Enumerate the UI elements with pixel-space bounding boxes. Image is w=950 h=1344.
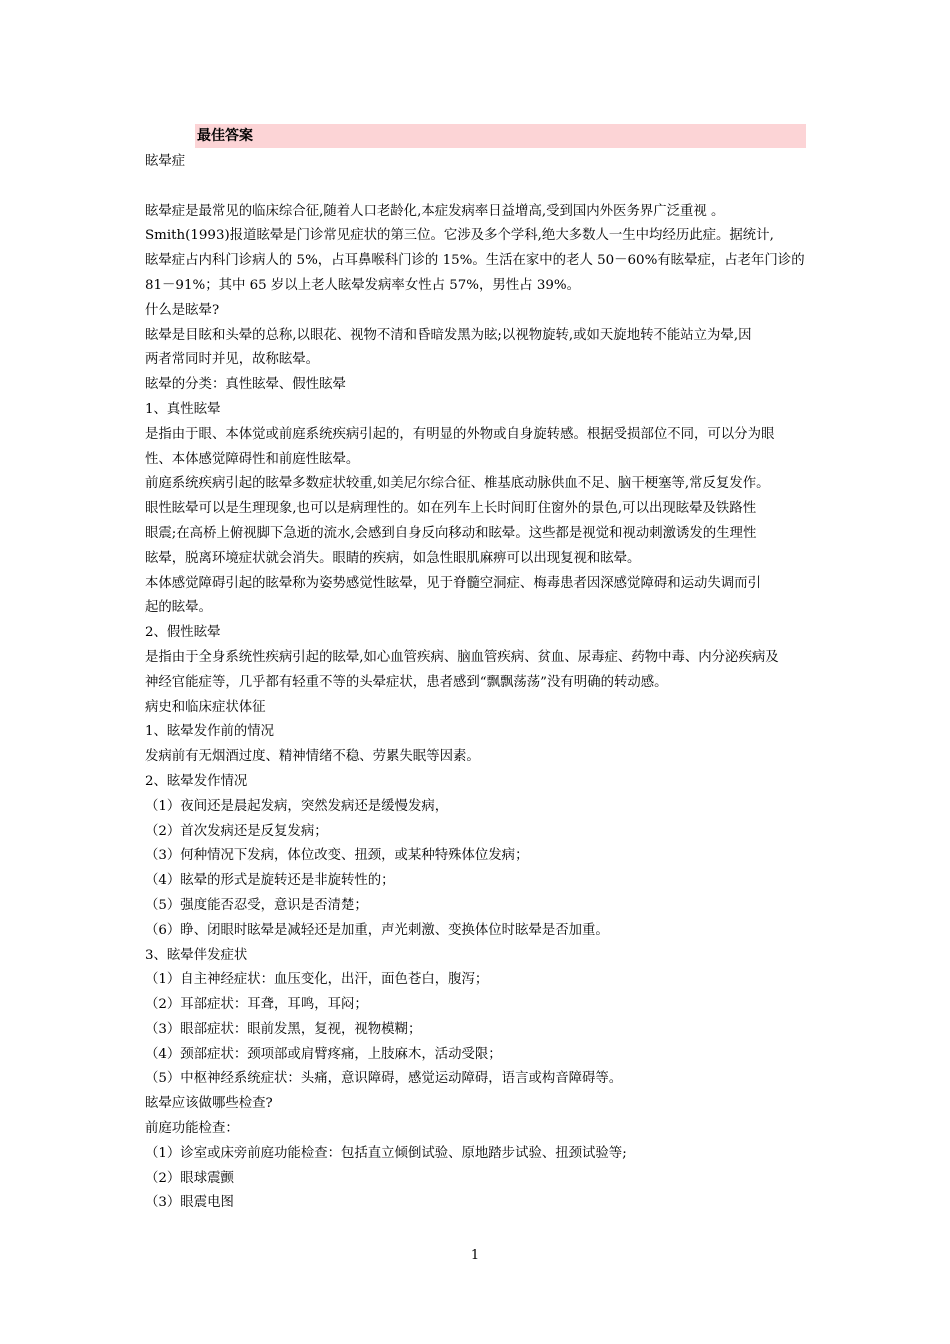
text-line: 眩晕症是最常见的临床综合征,随着人口老龄化,本症发病率日益增高,受到国内外医务界广泛重视 。 — [145, 203, 725, 219]
text-line: （6）睁、闭眼时眩晕是减轻还是加重，声光刺激、变换体位时眩晕是否加重。 — [145, 922, 609, 938]
text-line: 眩晕应该做哪些检查? — [145, 1096, 273, 1112]
text-line: （2）耳部症状：耳聋，耳鸣，耳闷； — [145, 997, 368, 1013]
text-line: 眩晕症占内科门诊病人的 5%，占耳鼻喉科门诊的 15%。生活在家中的老人 50－60%有眩晕症，占老年门诊的 — [145, 253, 805, 269]
text-line: Smith(1993)报道眩晕是门诊常见症状的第三位。它涉及多个学科,绝大多数人一生中均经历此症。据统计, — [145, 228, 774, 244]
text-line: （1）自主神经症状：血压变化，出汗，面色苍白，腹泻； — [145, 972, 489, 988]
page-number: 1 — [470, 1248, 480, 1263]
text-line: 是指由于全身系统性疾病引起的眩晕,如心血管疾病、脑血管疾病、贫血、尿毒症、药物中毒、内分泌疾病及 — [145, 649, 779, 665]
text-line: 前庭系统疾病引起的眩晕多数症状较重,如美尼尔综合征、椎基底动脉供血不足、脑干梗塞等,常反复发作。 — [145, 476, 770, 492]
text-line: 眼震;在高桥上俯视脚下急逝的流水,会感到自身反向移动和眩晕。这些都是视觉和视动刺激诱发的生理性 — [145, 525, 757, 541]
text-line: （3）眼部症状：眼前发黑，复视，视物模糊； — [145, 1021, 422, 1037]
text-line: 神经官能症等，几乎都有轻重不等的头晕症状，患者感到“飘飘荡荡”没有明确的转动感。 — [145, 674, 668, 690]
text-line: 前庭功能检查： — [145, 1121, 239, 1137]
text-line: 眩晕，脱离环境症状就会消失。眼睛的疾病，如急性眼肌麻痹可以出现复视和眩晕。 — [145, 550, 641, 566]
text-line: 性、本体感觉障碍性和前庭性眩晕。 — [145, 451, 360, 467]
text-line: 是指由于眼、本体觉或前庭系统疾病引起的，有明显的外物或自身旋转感。根据受损部位不同，可以分为眼 — [145, 426, 775, 442]
text-line: （1）诊室或床旁前庭功能检查：包括直立倾倒试验、原地踏步试验、扭颈试验等; — [145, 1145, 627, 1161]
text-line: 1、真性眩晕 — [145, 401, 221, 417]
text-line: 发病前有无烟酒过度、精神情绪不稳、劳累失眠等因素。 — [145, 749, 480, 765]
text-line: 眼性眩晕可以是生理现象,也可以是病理性的。如在列车上长时间盯住窗外的景色,可以出现眩晕及铁路性 — [145, 501, 757, 517]
text-line: 眩晕是目眩和头晕的总称,以眼花、视物不清和昏暗发黑为眩;以视物旋转,或如天旋地转不能站立为晕,因 — [145, 327, 752, 343]
text-line: （3）眼震电图 — [145, 1195, 234, 1211]
text-line: （3）何种情况下发病，体位改变、扭颈，或某种特殊体位发病； — [145, 848, 529, 864]
text-line: 病史和临床症状体征 — [145, 699, 266, 715]
text-line: 什么是眩晕? — [145, 302, 220, 318]
text-line: 81－91%；其中 65 岁以上老人眩晕发病率女性占 57%，男性占 39%。 — [145, 277, 580, 293]
text-line: 本体感觉障碍引起的眩晕称为姿势感觉性眩晕，见于脊髓空洞症、梅毒患者因深感觉障碍和运动失调而引 — [145, 575, 761, 591]
text-line: （4）眩晕的形式是旋转还是非旋转性的； — [145, 873, 395, 889]
text-line: （2）眼球震颤 — [145, 1170, 234, 1186]
best-answer-label: 最佳答案 — [197, 128, 253, 144]
text-line: （5）强度能否忍受，意识是否清楚； — [145, 897, 368, 913]
text-line: （5）中枢神经系统症状：头痛，意识障碍，感觉运动障碍，语言或构音障碍等。 — [145, 1071, 623, 1087]
text-line: 2、眩晕发作情况 — [145, 773, 248, 789]
text-line: 1、眩晕发作前的情况 — [145, 724, 275, 740]
text-line: 两者常同时并见，故称眩晕。 — [145, 352, 320, 368]
article-title: 眩晕症 — [145, 154, 186, 169]
text-line: 3、眩晕伴发症状 — [145, 947, 248, 963]
text-line: 眩晕的分类：真性眩晕、假性眩晕 — [145, 377, 346, 393]
text-line — [145, 175, 810, 200]
best-answer-banner — [195, 124, 806, 148]
text-line: （2）首次发病还是反复发病； — [145, 823, 328, 839]
article-body — [145, 150, 810, 1216]
text-line: （4）颈部症状：颈项部或肩臂疼痛，上肢麻木，活动受限； — [145, 1046, 502, 1062]
text-line: （1）夜间还是晨起发病，突然发病还是缓慢发病， — [145, 798, 449, 814]
text-line: 2、假性眩晕 — [145, 625, 221, 641]
text-line: 起的眩晕。 — [145, 600, 212, 616]
